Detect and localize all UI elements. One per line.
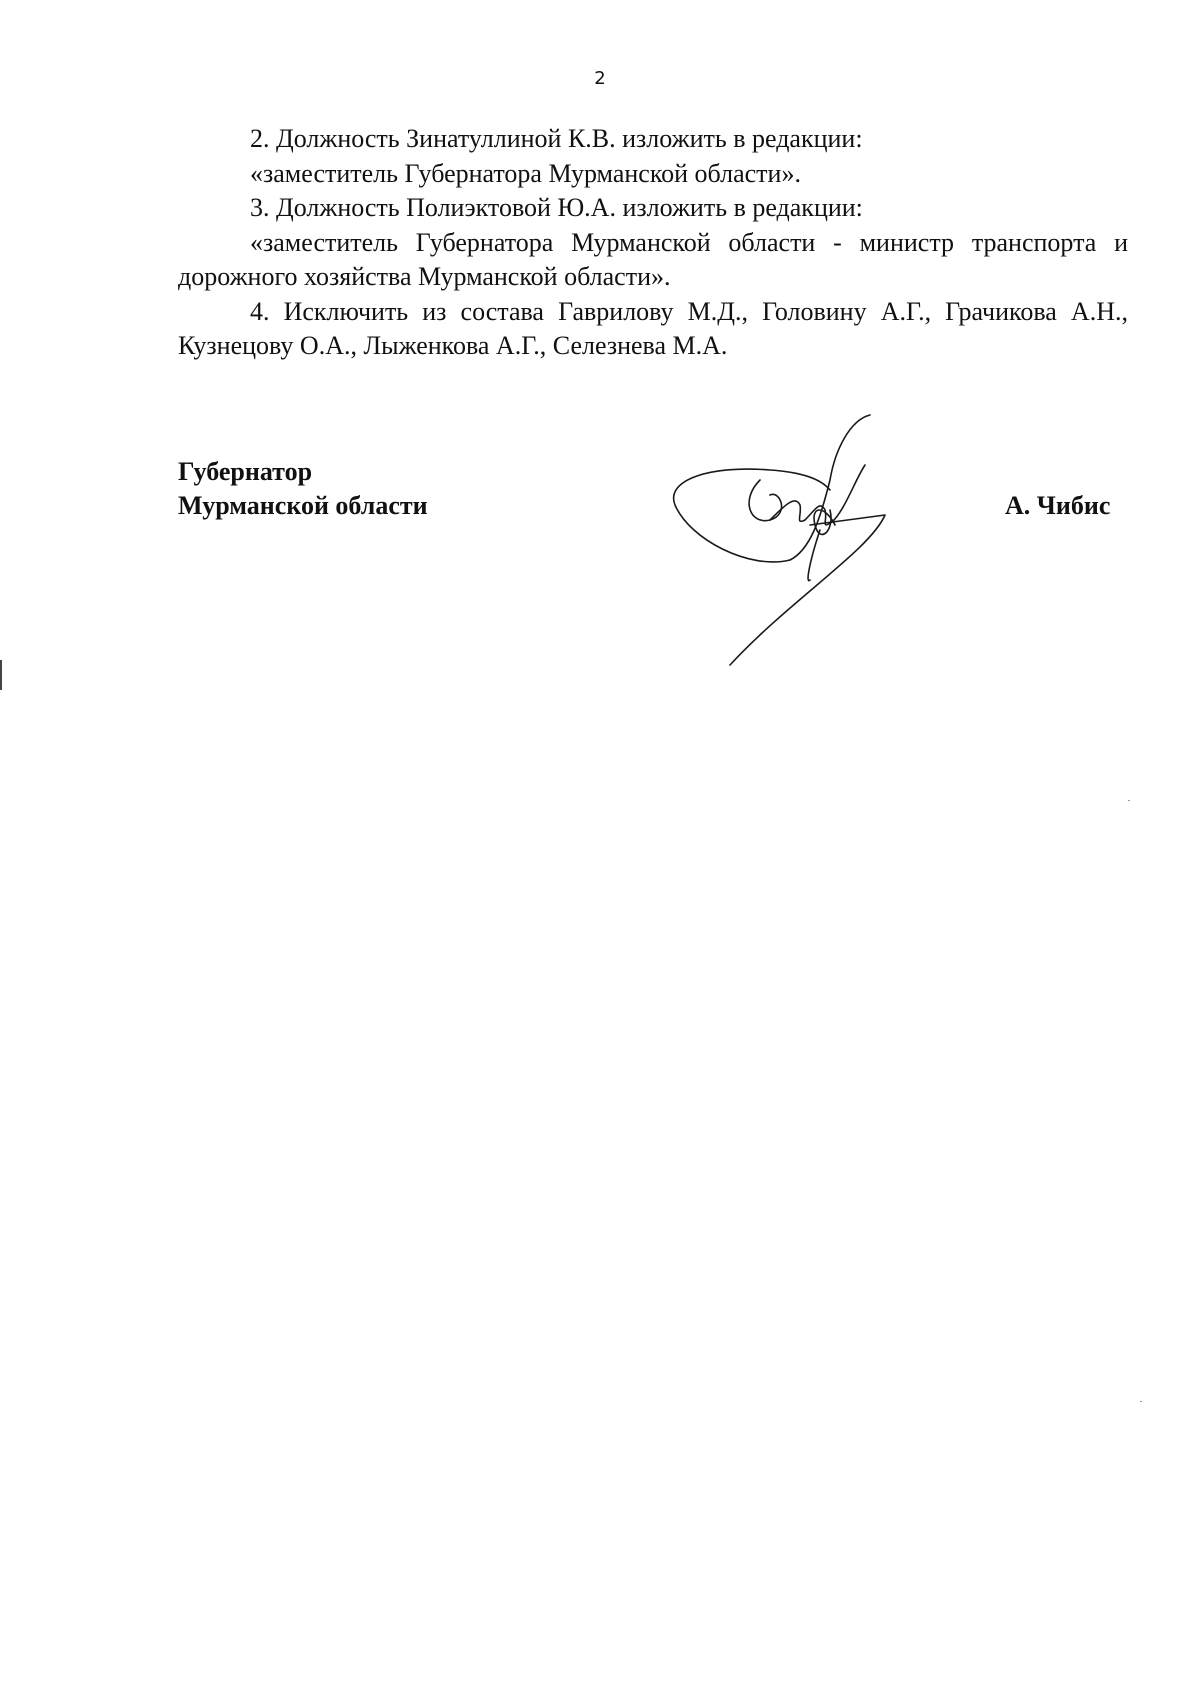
document-body <box>178 122 1128 364</box>
paragraph-item-2: 2. Должность Зинатуллиной К.В. изложить в редакции: <box>250 124 863 153</box>
page-number: 2 <box>594 68 606 89</box>
scan-margin-mark <box>0 660 2 690</box>
paragraph-item-4: 4. Исключить из состава Гаврилову М.Д., Головину А.Г., Грачикова А.Н., Кузнецову О.А., Лыженкова А.Г., Селезнева М.А. <box>178 296 1128 360</box>
scan-speck <box>1128 800 1130 801</box>
signatory-name: А. Чибис <box>1005 491 1111 520</box>
handwritten-signature <box>670 410 920 670</box>
paragraph-item-2-text: «заместитель Губернатора Мурманской области». <box>250 158 801 188</box>
signatory-title <box>178 455 428 523</box>
paragraph-item-3-text: «заместитель Губернатора Мурманской области - министр транспорта и дорожного хозяйства Мурманской области». <box>178 227 1128 291</box>
signatory-title-line2: Мурманской области <box>178 491 428 520</box>
scan-speck <box>1140 1401 1142 1402</box>
signatory-title-line1: Губернатор <box>178 457 313 486</box>
paragraph-item-3: 3. Должность Полиэктовой Ю.А. изложить в редакции: <box>250 193 863 222</box>
